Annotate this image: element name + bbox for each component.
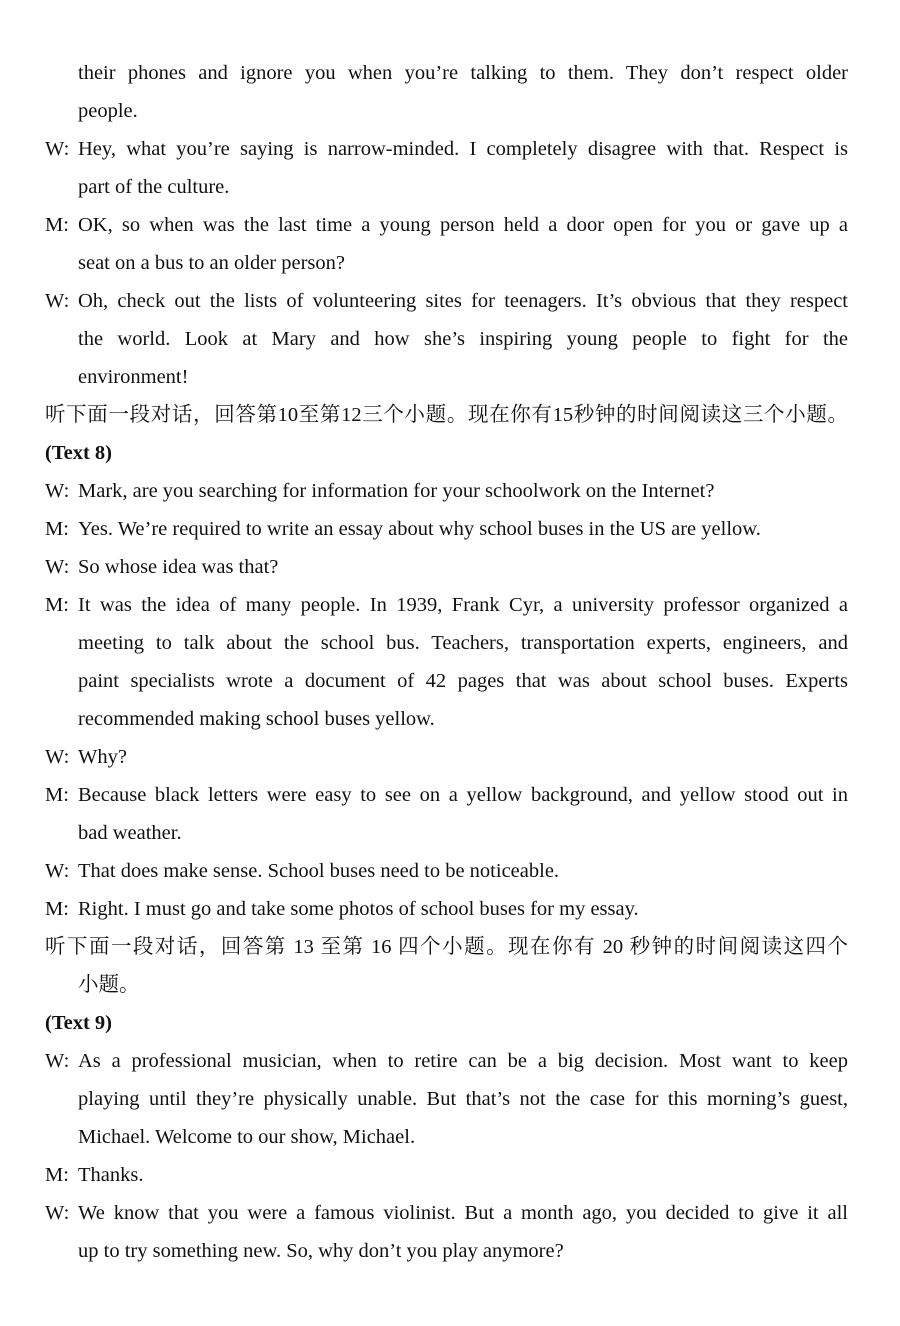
line-text: seat on a bus to an older person? bbox=[78, 252, 345, 274]
line-text: Why? bbox=[78, 746, 127, 768]
line-text: the world. Look at Mary and how she’s inspiring young people to fight for the bbox=[78, 328, 848, 350]
speaker-label: M: bbox=[45, 594, 69, 616]
text-line bbox=[0, 966, 900, 1004]
text-line bbox=[0, 1118, 900, 1156]
line-text: recommended making school buses yellow. bbox=[78, 708, 435, 730]
line-text: bad weather. bbox=[78, 822, 182, 844]
text-line bbox=[0, 1232, 900, 1270]
document-page bbox=[0, 54, 900, 1270]
text-line bbox=[0, 320, 900, 358]
text-line bbox=[0, 54, 900, 92]
speaker-label: M: bbox=[45, 784, 69, 806]
text-line bbox=[0, 358, 900, 396]
line-text: Thanks. bbox=[78, 1164, 144, 1186]
line-text: OK, so when was the last time a young person held a door open for you or gave up a bbox=[78, 214, 848, 236]
instruction-line bbox=[0, 396, 900, 434]
line-text: playing until they’re physically unable. But that’s not the case for this morning’s guest, bbox=[78, 1088, 848, 1110]
dialogue-line bbox=[0, 738, 900, 776]
line-text: paint specialists wrote a document of 42 pages that was about school buses. Experts bbox=[78, 670, 848, 692]
speaker-label: W: bbox=[45, 860, 70, 882]
dialogue-line bbox=[0, 282, 900, 320]
speaker-label: M: bbox=[45, 1164, 69, 1186]
dialogue-line bbox=[0, 548, 900, 586]
dialogue-line bbox=[0, 206, 900, 244]
line-text: As a professional musician, when to retire can be a big decision. Most want to keep bbox=[78, 1050, 848, 1072]
line-text: their phones and ignore you when you’re talking to them. They don’t respect older bbox=[78, 62, 848, 84]
dialogue-line bbox=[0, 890, 900, 928]
instruction-text: 小题。 bbox=[78, 974, 140, 996]
speaker-label: M: bbox=[45, 518, 69, 540]
speaker-label: W: bbox=[45, 290, 70, 312]
dialogue-line bbox=[0, 852, 900, 890]
line-text: Michael. Welcome to our show, Michael. bbox=[78, 1126, 416, 1148]
dialogue-line bbox=[0, 510, 900, 548]
instruction-text: 听下面一段对话，回答第10至第12三个小题。现在你有15秒钟的时间阅读这三个小题。 bbox=[45, 404, 848, 426]
text-line bbox=[0, 244, 900, 282]
text-line bbox=[0, 92, 900, 130]
instruction-line bbox=[0, 928, 900, 966]
speaker-label: W: bbox=[45, 556, 70, 578]
speaker-label: M: bbox=[45, 214, 69, 236]
speaker-label: M: bbox=[45, 898, 69, 920]
speaker-label: W: bbox=[45, 480, 70, 502]
line-text: Hey, what you’re saying is narrow-minded. I completely disagree with that. Respect is bbox=[78, 138, 848, 160]
line-text: Mark, are you searching for information for your schoolwork on the Internet? bbox=[78, 480, 715, 502]
dialogue-line bbox=[0, 1042, 900, 1080]
line-text: We know that you were a famous violinist. But a month ago, you decided to give it all bbox=[78, 1202, 848, 1224]
heading-text: (Text 8) bbox=[45, 442, 112, 464]
text-line bbox=[0, 662, 900, 700]
line-text: Right. I must go and take some photos of school buses for my essay. bbox=[78, 898, 639, 920]
line-text: environment! bbox=[78, 366, 189, 388]
line-text: up to try something new. So, why don’t you play anymore? bbox=[78, 1240, 564, 1262]
text-line bbox=[0, 814, 900, 852]
line-text: It was the idea of many people. In 1939, Frank Cyr, a university professor organized a bbox=[78, 594, 848, 616]
line-text: meeting to talk about the school bus. Teachers, transportation experts, engineers, and bbox=[78, 632, 848, 654]
dialogue-line bbox=[0, 1194, 900, 1232]
text-line bbox=[0, 1080, 900, 1118]
line-text: So whose idea was that? bbox=[78, 556, 279, 578]
dialogue-line bbox=[0, 130, 900, 168]
speaker-label: W: bbox=[45, 1202, 70, 1224]
instruction-text: 听下面一段对话，回答第 13 至第 16 四个小题。现在你有 20 秒钟的时间阅读这四个 bbox=[45, 936, 848, 958]
dialogue-line bbox=[0, 776, 900, 814]
line-text: Yes. We’re required to write an essay about why school buses in the US are yellow. bbox=[78, 518, 761, 540]
speaker-label: W: bbox=[45, 1050, 70, 1072]
speaker-label: W: bbox=[45, 746, 70, 768]
dialogue-line bbox=[0, 586, 900, 624]
dialogue-line bbox=[0, 1156, 900, 1194]
text-line bbox=[0, 624, 900, 662]
dialogue-line bbox=[0, 472, 900, 510]
text-line bbox=[0, 168, 900, 206]
heading-text: (Text 9) bbox=[45, 1012, 112, 1034]
line-text: Oh, check out the lists of volunteering sites for teenagers. It’s obvious that they respect bbox=[78, 290, 848, 312]
text-line bbox=[0, 700, 900, 738]
section-heading bbox=[0, 1004, 900, 1042]
line-text: That does make sense. School buses need to be noticeable. bbox=[78, 860, 560, 882]
line-text: people. bbox=[78, 100, 138, 122]
line-text: part of the culture. bbox=[78, 176, 230, 198]
line-text: Because black letters were easy to see on a yellow background, and yellow stood out in bbox=[78, 784, 848, 806]
speaker-label: W: bbox=[45, 138, 70, 160]
section-heading bbox=[0, 434, 900, 472]
